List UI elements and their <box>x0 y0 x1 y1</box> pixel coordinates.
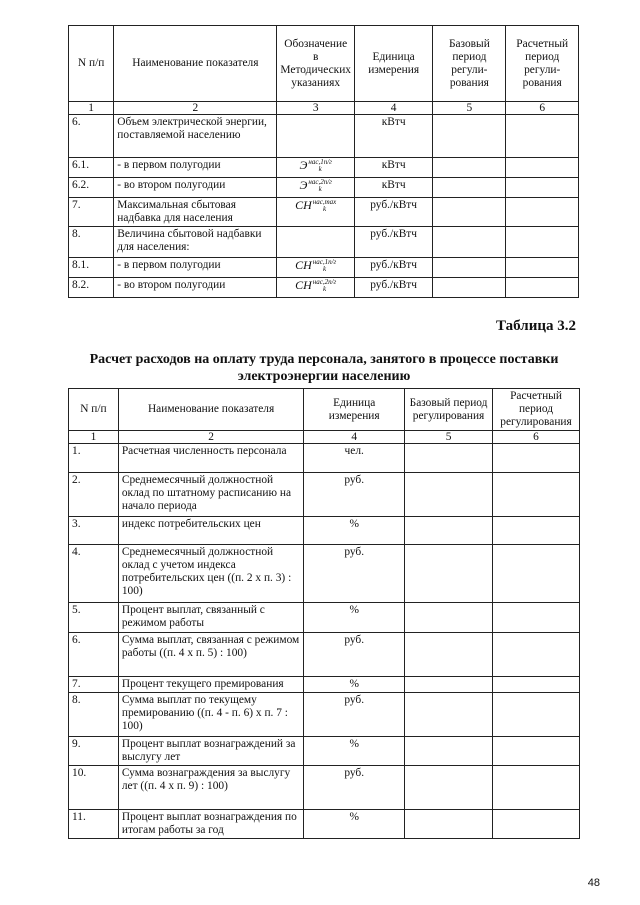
table-row <box>69 278 579 298</box>
row-unit: руб./кВтч <box>354 227 432 258</box>
symbol-superscript: нас,1п/г <box>312 258 337 267</box>
row-name: Процент выплат вознаграждения по итогам работы за год <box>118 810 303 839</box>
table-row <box>69 258 579 278</box>
row-name: Величина сбытовой надбавки для населения: <box>114 227 277 258</box>
t1-colnum: 3 <box>277 102 355 115</box>
table-row <box>69 810 580 839</box>
row-unit: руб. <box>304 473 405 517</box>
t2-header-base: Базовый период регулирования <box>405 389 493 431</box>
row-name: Сумма вознаграждения за выслугу лет ((п. 4 х п. 9) : 100) <box>118 766 303 810</box>
row-symbol <box>277 227 355 258</box>
row-base-value <box>405 473 493 517</box>
table-2 <box>68 388 580 839</box>
row-number: 8. <box>69 227 114 258</box>
row-base-value <box>433 115 506 158</box>
row-number: 7. <box>69 198 114 227</box>
row-number: 7. <box>69 677 119 693</box>
row-calc-value <box>506 178 579 198</box>
row-unit: руб. <box>304 545 405 603</box>
symbol-superscript: нас,1п/г <box>308 158 332 167</box>
row-unit: руб. <box>304 766 405 810</box>
table-row <box>69 198 579 227</box>
row-calc-value <box>493 810 580 839</box>
row-number: 3. <box>69 517 119 545</box>
t2-colnum: 6 <box>493 431 580 444</box>
symbol-formula <box>300 178 332 192</box>
t1-header-unit: Единица измерения <box>354 26 432 102</box>
table-caption: Таблица 3.2 <box>496 318 576 334</box>
symbol-superscript: нас,2п/г <box>312 278 337 287</box>
row-unit: кВтч <box>354 178 432 198</box>
row-calc-value <box>506 158 579 178</box>
row-calc-value <box>493 473 580 517</box>
row-name: - во втором полугодии <box>114 178 277 198</box>
symbol-base: СН <box>295 258 312 272</box>
row-calc-value <box>493 677 580 693</box>
table-row <box>69 517 580 545</box>
table-row <box>69 158 579 178</box>
row-base-value <box>405 633 493 677</box>
row-calc-value <box>493 737 580 766</box>
symbol-formula <box>295 278 336 292</box>
t1-colnum: 6 <box>506 102 579 115</box>
row-unit: руб./кВтч <box>354 198 432 227</box>
t1-colnum: 1 <box>69 102 114 115</box>
t2-header-n: N п/п <box>69 389 119 431</box>
t2-colnum: 4 <box>304 431 405 444</box>
row-calc-value <box>493 693 580 737</box>
row-symbol <box>277 115 355 158</box>
row-unit: руб. <box>304 693 405 737</box>
row-number: 6.1. <box>69 158 114 178</box>
row-base-value <box>405 603 493 633</box>
table-row <box>69 766 580 810</box>
row-unit: руб. <box>304 633 405 677</box>
row-unit: руб./кВтч <box>354 278 432 298</box>
symbol-formula <box>300 158 332 172</box>
t2-header-name: Наименование показателя <box>118 389 303 431</box>
row-name: - в первом полугодии <box>114 258 277 278</box>
row-calc-value <box>493 444 580 473</box>
t2-header-unit: Единица измерения <box>304 389 405 431</box>
row-calc-value <box>506 227 579 258</box>
row-calc-value <box>506 278 579 298</box>
row-calc-value <box>493 545 580 603</box>
symbol-base: СН <box>295 198 312 212</box>
row-unit: кВтч <box>354 158 432 178</box>
table-1 <box>68 25 579 298</box>
table-title: Расчет расходов на оплату труда персонала, занятого в процессе поставки электроэнергии населению <box>89 352 559 384</box>
row-base-value <box>433 158 506 178</box>
row-calc-value <box>506 115 579 158</box>
row-number: 6. <box>69 115 114 158</box>
table-row <box>69 677 580 693</box>
row-unit: руб./кВтч <box>354 258 432 278</box>
row-unit: % <box>304 603 405 633</box>
row-base-value <box>405 693 493 737</box>
row-symbol <box>277 258 355 278</box>
symbol-formula <box>295 198 336 212</box>
t2-colnum: 1 <box>69 431 119 444</box>
row-name: Максимальная сбытовая надбавка для населения <box>114 198 277 227</box>
row-number: 6.2. <box>69 178 114 198</box>
row-unit: кВтч <box>354 115 432 158</box>
table-row <box>69 737 580 766</box>
row-number: 9. <box>69 737 119 766</box>
row-name: Процент текущего премирования <box>118 677 303 693</box>
symbol-subscript: k <box>318 165 322 174</box>
row-name: Среднемесячный должностной оклад по штатному расписанию на начало периода <box>118 473 303 517</box>
row-unit: % <box>304 737 405 766</box>
row-name: индекс потребительских цен <box>118 517 303 545</box>
row-base-value <box>433 227 506 258</box>
symbol-subscript: k <box>318 185 322 194</box>
table-row <box>69 444 580 473</box>
symbol-base: СН <box>295 278 312 292</box>
table-row <box>69 545 580 603</box>
row-base-value <box>433 178 506 198</box>
row-number: 11. <box>69 810 119 839</box>
t2-colnum: 2 <box>118 431 303 444</box>
table-row <box>69 603 580 633</box>
row-name: Среднемесячный должностной оклад с учетом индекса потребительских цен ((п. 2 х п. 3) : 100) <box>118 545 303 603</box>
row-number: 4. <box>69 545 119 603</box>
row-symbol <box>277 198 355 227</box>
table-row <box>69 693 580 737</box>
row-base-value <box>433 258 506 278</box>
row-base-value <box>405 545 493 603</box>
symbol-subscript: k <box>322 205 327 214</box>
row-base-value <box>405 517 493 545</box>
row-name: - в первом полугодии <box>114 158 277 178</box>
row-calc-value <box>506 258 579 278</box>
t2-colnum: 5 <box>405 431 493 444</box>
table-row <box>69 473 580 517</box>
table-row <box>69 633 580 677</box>
row-base-value <box>433 278 506 298</box>
t1-header-calc: Расчетный период регули-рования <box>506 26 579 102</box>
row-number: 8.2. <box>69 278 114 298</box>
table-row <box>69 227 579 258</box>
t1-colnum: 4 <box>354 102 432 115</box>
symbol-formula <box>295 258 336 272</box>
row-calc-value <box>493 633 580 677</box>
symbol-superscript: нас,max <box>312 198 337 207</box>
t2-header-calc: Расчетный период регулирования <box>493 389 580 431</box>
symbol-subscript: k <box>322 265 327 274</box>
row-name: Расчетная численность персонала <box>118 444 303 473</box>
row-number: 8. <box>69 693 119 737</box>
row-base-value <box>405 444 493 473</box>
t1-colnum: 2 <box>114 102 277 115</box>
symbol-superscript: нас,2п/г <box>308 178 332 187</box>
row-name: Сумма выплат по текущему премированию ((п. 4 - п. 6) х п. 7 : 100) <box>118 693 303 737</box>
row-base-value <box>405 737 493 766</box>
row-unit: чел. <box>304 444 405 473</box>
row-name: Процент выплат, связанный с режимом работы <box>118 603 303 633</box>
row-base-value <box>405 810 493 839</box>
t1-header-symbol: Обозначение в Методических указаниях <box>277 26 355 102</box>
row-unit: % <box>304 517 405 545</box>
row-number: 5. <box>69 603 119 633</box>
row-number: 2. <box>69 473 119 517</box>
row-calc-value <box>493 517 580 545</box>
table-row <box>69 178 579 198</box>
t1-header-name: Наименование показателя <box>114 26 277 102</box>
row-calc-value <box>493 766 580 810</box>
symbol-base: Э <box>299 178 308 192</box>
row-number: 1. <box>69 444 119 473</box>
row-base-value <box>405 766 493 810</box>
table-row <box>69 115 579 158</box>
t1-header-base: Базовый период регули-рования <box>433 26 506 102</box>
row-base-value <box>433 198 506 227</box>
row-calc-value <box>506 198 579 227</box>
row-name: - во втором полугодии <box>114 278 277 298</box>
page-number: 48 <box>587 877 600 889</box>
row-symbol <box>277 178 355 198</box>
row-symbol <box>277 278 355 298</box>
row-number: 8.1. <box>69 258 114 278</box>
row-calc-value <box>493 603 580 633</box>
row-name: Объем электрической энергии, поставляемой населению <box>114 115 277 158</box>
t1-header-n: N п/п <box>69 26 114 102</box>
row-unit: % <box>304 677 405 693</box>
row-number: 10. <box>69 766 119 810</box>
row-unit: % <box>304 810 405 839</box>
row-name: Процент выплат вознаграждений за выслугу лет <box>118 737 303 766</box>
row-base-value <box>405 677 493 693</box>
row-name: Сумма выплат, связанная с режимом работы ((п. 4 х п. 5) : 100) <box>118 633 303 677</box>
symbol-subscript: k <box>322 285 327 294</box>
t1-colnum: 5 <box>433 102 506 115</box>
row-symbol <box>277 158 355 178</box>
row-number: 6. <box>69 633 119 677</box>
symbol-base: Э <box>299 158 308 172</box>
